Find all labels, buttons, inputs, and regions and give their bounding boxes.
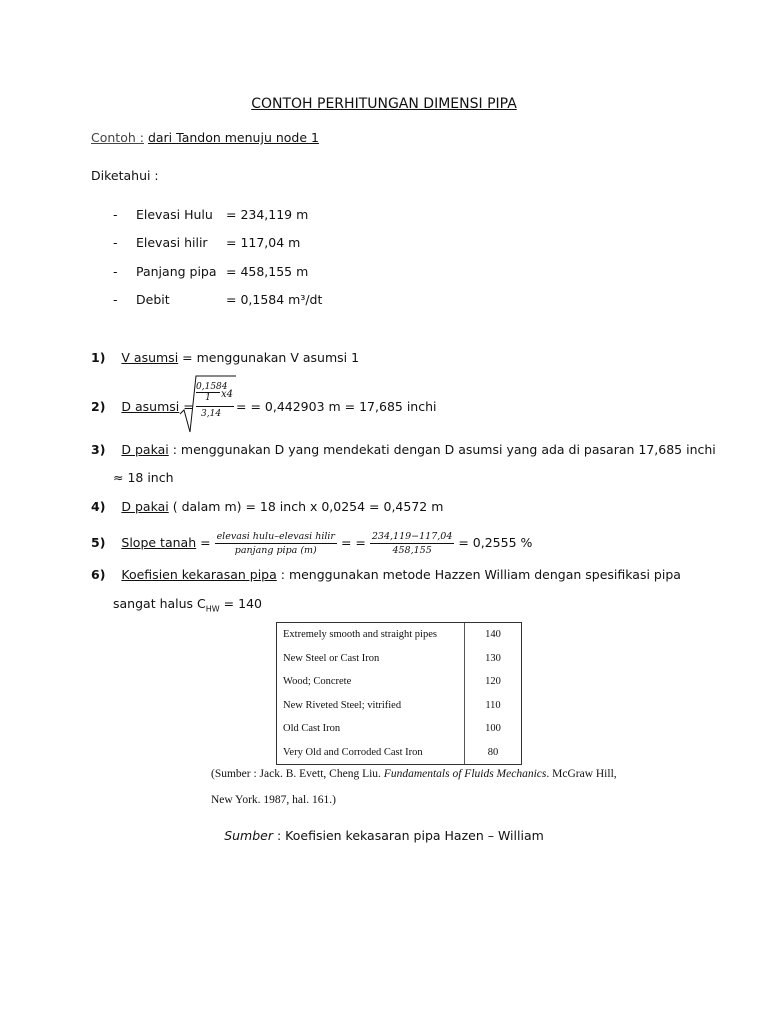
- material-cell: Old Cast Iron: [277, 717, 465, 741]
- material-cell: Wood; Concrete: [277, 670, 465, 694]
- hazen-william-coefficient-table: [276, 622, 522, 765]
- caption-text: : Koefisien kekasaran pipa Hazen – William: [273, 828, 544, 843]
- fraction-denominator: 458,155: [392, 545, 432, 556]
- step-number: 1): [91, 350, 106, 365]
- chw-prefix: sangat halus C: [113, 596, 206, 611]
- given-value: = 0,1584 m³/dt: [226, 292, 323, 307]
- double-equals: = =: [340, 535, 366, 550]
- step-6-continuation: [113, 596, 262, 614]
- table-row: [277, 623, 522, 647]
- material-cell: Very Old and Corroded Cast Iron: [277, 741, 465, 765]
- step-number: 2): [91, 399, 106, 414]
- table-row: [277, 694, 522, 718]
- step-title: Slope tanah: [121, 535, 197, 550]
- inner-fraction-top: 0,1584: [196, 382, 228, 392]
- given-name: Elevasi hilir: [136, 235, 208, 250]
- source-publisher: . McGraw Hill,: [546, 768, 617, 780]
- contoh-value: dari Tandon menuju node 1: [147, 130, 319, 145]
- fraction-numerator: elevasi hulu–elevasi hilir: [216, 531, 335, 542]
- step-6: [91, 567, 681, 582]
- step-text: : menggunakan metode Hazzen William dengan spesifikasi pipa: [276, 567, 681, 582]
- contoh-label: Contoh :: [91, 130, 144, 145]
- step-result: = = 0,442903 m = 17,685 inchi: [236, 399, 437, 414]
- step-title: D pakai: [121, 499, 169, 514]
- step-number: 4): [91, 499, 106, 514]
- step-3-continuation: ≈ 18 inch: [113, 470, 174, 485]
- step-1: [91, 350, 359, 365]
- table-row: [277, 741, 522, 765]
- equals-sign: =: [196, 535, 211, 550]
- given-name: Panjang pipa: [136, 264, 217, 279]
- step-title: V asumsi: [121, 350, 179, 365]
- step-number: 5): [91, 535, 106, 550]
- equals-sign: =: [179, 399, 194, 414]
- step-number: 6): [91, 567, 106, 582]
- coefficient-cell: 110: [465, 694, 522, 718]
- step-title: D asumsi: [121, 399, 180, 414]
- given-value: = 458,155 m: [226, 264, 309, 279]
- fraction-bar: [196, 406, 234, 407]
- caption-label: Sumber: [224, 828, 274, 843]
- given-dash: -: [113, 207, 118, 222]
- step-text: ( dalam m) = 18 inch x 0,0254 = 0,4572 m: [168, 499, 444, 514]
- given-value: = 117,04 m: [226, 235, 301, 250]
- given-name: Elevasi Hulu: [136, 207, 213, 222]
- sqrt-denominator: 3,14: [201, 409, 222, 419]
- step-title: D pakai: [121, 442, 169, 457]
- coefficient-cell: 130: [465, 647, 522, 671]
- given-dash: -: [113, 264, 118, 279]
- material-cell: Extremely smooth and straight pipes: [277, 623, 465, 647]
- figure-caption: [0, 828, 768, 843]
- material-cell: New Riveted Steel; vitrified: [277, 694, 465, 718]
- page-title: CONTOH PERHITUNGAN DIMENSI PIPA: [251, 96, 517, 112]
- diketahui-label: Diketahui :: [91, 168, 159, 183]
- step-text: = menggunakan V asumsi 1: [178, 350, 360, 365]
- given-value: = 234,119 m: [226, 207, 309, 222]
- step-5: [91, 531, 532, 556]
- step-text: : menggunakan D yang mendekati dengan D asumsi yang ada di pasaran 17,685 inchi: [168, 442, 716, 457]
- source-authors: (Sumber : Jack. B. Evett, Cheng Liu.: [211, 768, 384, 780]
- fraction-denominator: panjang pipa (m): [234, 545, 317, 556]
- table-source-line-1: [211, 768, 617, 780]
- slope-formula-fraction: [215, 531, 337, 556]
- given-name: Debit: [136, 292, 170, 307]
- given-dash: -: [113, 235, 118, 250]
- table-row: [277, 717, 522, 741]
- table-source-line-2: New York. 1987, hal. 161.): [211, 794, 336, 806]
- coefficient-cell: 80: [465, 741, 522, 765]
- source-book-title: Fundamentals of Fluids Mechanics: [383, 768, 547, 780]
- step-title: Koefisien kekarasan pipa: [121, 567, 277, 582]
- table-row: [277, 647, 522, 671]
- table-row: [277, 670, 522, 694]
- coefficient-cell: 100: [465, 717, 522, 741]
- step-4: [91, 499, 443, 514]
- step-number: 3): [91, 442, 106, 457]
- chw-subscript: HW: [205, 604, 220, 614]
- material-cell: New Steel or Cast Iron: [277, 647, 465, 671]
- step-result: = 0,2555 %: [458, 535, 533, 550]
- fraction-numerator: 234,119−117,04: [371, 531, 453, 542]
- contoh-line: [91, 130, 319, 145]
- given-dash: -: [113, 292, 118, 307]
- inner-fraction-bottom: 1: [205, 393, 211, 403]
- slope-values-fraction: [370, 531, 455, 556]
- coefficient-cell: 140: [465, 623, 522, 647]
- step-3: [91, 442, 716, 457]
- coefficient-cell: 120: [465, 670, 522, 694]
- multiplier-text: x4: [221, 389, 234, 400]
- chw-value: = 140: [219, 596, 262, 611]
